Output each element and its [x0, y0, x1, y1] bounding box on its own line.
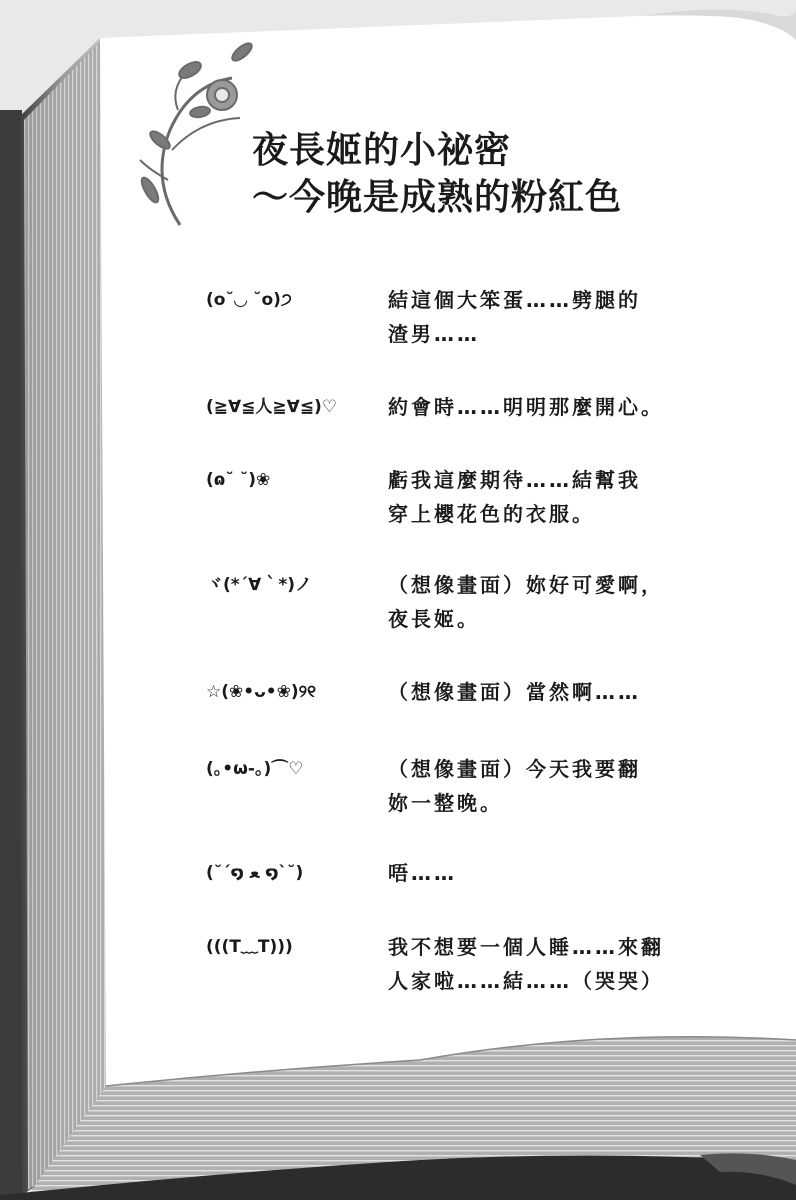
message-line: （想像畫面）當然啊……	[388, 680, 641, 704]
message-line: 虧我這麼期待……結幫我	[388, 468, 641, 492]
emoticon: (˘´໑ ﻌ ໑`˘)	[206, 863, 304, 883]
message-line: 人家啦……結……（哭哭）	[388, 969, 664, 993]
message-line: （想像畫面）今天我要翻	[388, 757, 641, 781]
message-line: （想像畫面）妳好可愛啊，	[388, 573, 664, 597]
emoticon: (o˘◡ ˘o)੭	[206, 290, 292, 310]
emoticon: (≧∀≦人≧∀≦)♡	[206, 397, 338, 417]
message-line: 我不想要一個人睡……來翻	[388, 935, 664, 959]
message-line: 結這個大笨蛋……劈腿的	[388, 288, 641, 312]
page-title-line2: ～今晚是成熟的粉紅色	[252, 177, 623, 218]
page-title-line1: 夜長姬的小祕密	[252, 130, 512, 171]
message-line: 夜長姬。	[388, 607, 480, 631]
emoticon: ヾ(*´∀｀*)ノ	[206, 575, 312, 595]
message-line: 約會時……明明那麼開心。	[388, 395, 664, 419]
emoticon: (((T﹏T)))	[206, 937, 293, 957]
emoticon: (ɷ˘ ˘)❀	[206, 470, 271, 490]
message-line: 穿上櫻花色的衣服。	[388, 502, 595, 526]
message-line: 唔……	[388, 861, 457, 885]
emoticon: ☆(❀•ᴗ•❀)୨୧	[206, 682, 317, 702]
emoticon: (｡•ω-｡)⌒♡	[206, 759, 304, 779]
message-line: 妳一整晚。	[388, 791, 503, 815]
message-line: 渣男……	[388, 322, 480, 346]
